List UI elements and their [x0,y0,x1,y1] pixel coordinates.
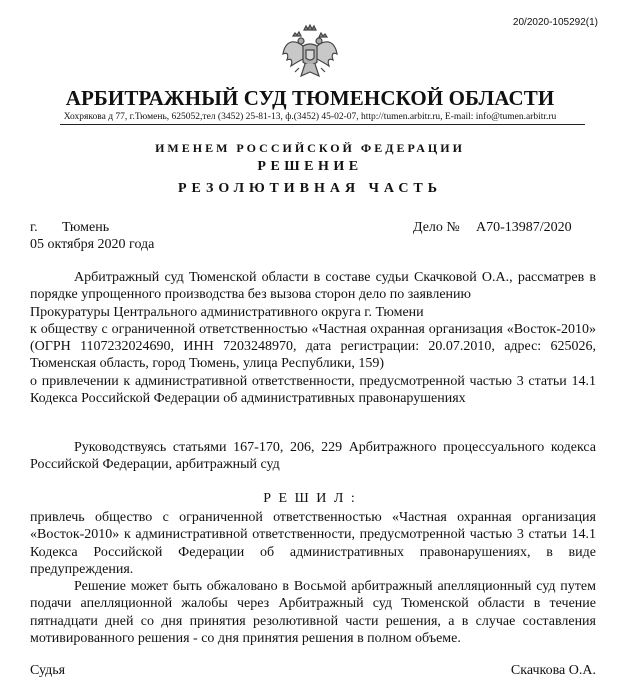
heading-decision: РЕШЕНИЕ [257,159,363,174]
case-description [30,269,596,407]
judge-name: Скачкова О.А. [510,663,596,678]
judge-label: Судья [30,663,66,678]
decision-paragraph: привлечь общество с ограниченной ответственностью «Частная охранная организация «Восток-2010» к административной ответственности, предусмотренной частью 3 статьи 14.1 Кодекса Российской Федерации об административных правонарушениях, в виде предупреждения. [30,510,596,577]
coat-of-arms-icon [279,24,341,86]
appeal-paragraph: Решение может быть обжаловано в Восьмой арбитражный апелляционный суд путем подачи апелляционной жалобы через Арбитражный суд Тюменской области в течение пятнадцати дней со дня принятия резолютивной части решения, а в случае составления мотивированного решения - со дня принятия решения в полном объеме. [30,579,596,647]
decision-block [30,509,596,647]
court-name: АРБИТРАЖНЫЙ СУД ТЮМЕНСКОЙ ОБЛАСТИ [65,86,555,110]
city-prefix: г. [30,220,38,235]
decided-heading: Р Е Ш И Л : [263,491,357,506]
header-divider [60,124,585,125]
case-label: Дело № [413,220,460,235]
court-address: Хохрякова д 77, г.Тюмень, 625052,тел (3452) 25-81-13, ф.(3452) 45-02-07, http://tumen.arbitr.ru, E-mail: info@tumen.arbitr.ru [63,112,557,122]
decision-date: 05 октября 2020 года [30,237,155,252]
guidance-paragraph: Руководствуясь статьями 167-170, 206, 229 Арбитражного процессуального кодекса Российской Федерации, арбитражный суд [30,440,596,473]
intro-paragraph: Арбитражный суд Тюменской области в составе судьи Скачковой О.А., рассматрев в порядке упрощенного производства без вызова сторон дело по заявлению [30,270,596,303]
guidance-block [30,439,596,474]
heading-operative-part: РЕЗОЛЮТИВНАЯ ЧАСТЬ [177,181,443,196]
subject-paragraph: о привлечении к административной ответственности, предусмотренной частью 3 статьи 14.1 Кодекса Российской Федерации об административных правонарушениях [30,373,596,407]
case-number: А70-13987/2020 [476,220,572,235]
heading-on-behalf: ИМЕНЕМ РОССИЙСКОЙ ФЕДЕРАЦИИ [155,141,465,155]
document-number: 20/2020-105292(1) [512,17,598,28]
city-name: Тюмень [62,220,110,235]
applicant-paragraph: Прокуратуры Центрального административного округа г. Тюмени [30,304,424,320]
respondent-paragraph: к обществу с ограниченной ответственностью «Частная охранная организация «Восток-2010» (ОГРН 1107232024690, ИНН 7203248970, дата регистрации: 20.07.2010, адрес: 625026, Тюменская область, город Тюмень, улица Республики, 159) [30,321,596,372]
